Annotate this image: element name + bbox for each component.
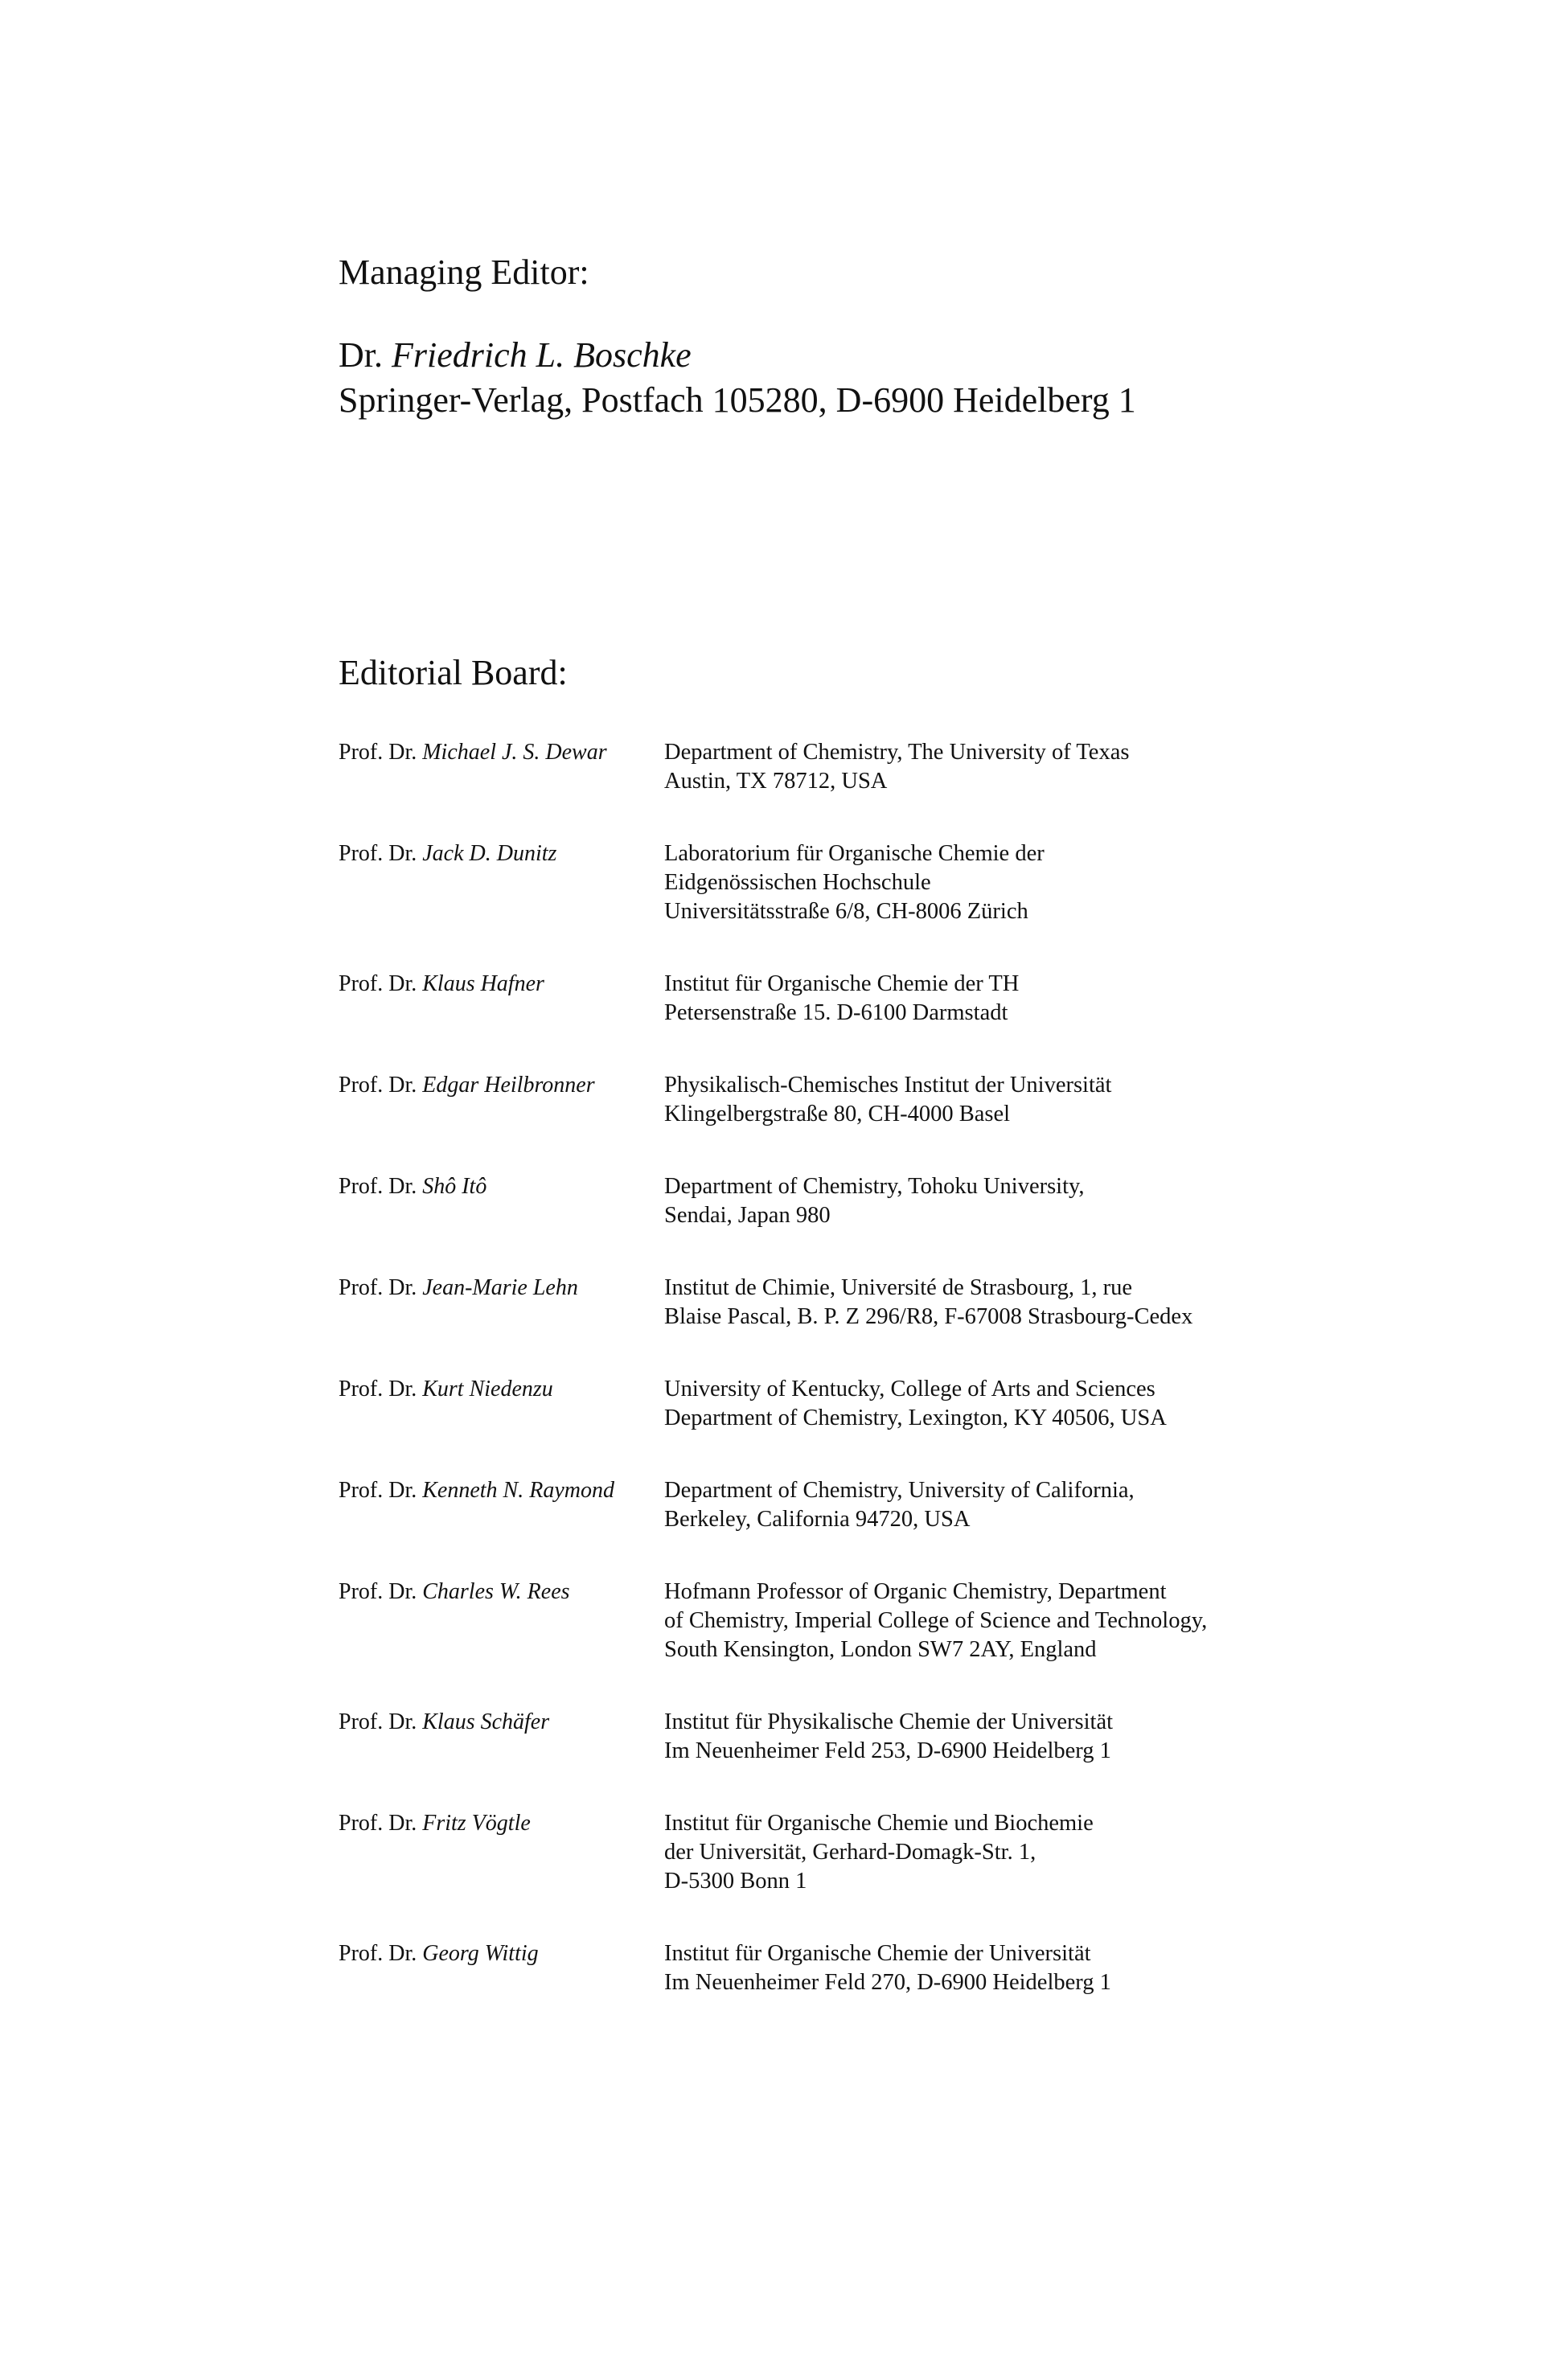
board-member-name: [339, 970, 664, 999]
board-member-name: [339, 1071, 664, 1100]
board-member-title: Prof. Dr.: [339, 841, 417, 866]
board-member-title: Prof. Dr.: [339, 1709, 417, 1734]
board-member-name: [339, 1578, 664, 1607]
address-line: Department of Chemistry, Lexington, KY 40506, USA: [664, 1406, 1167, 1430]
board-member-surname: Fritz Vögtle: [422, 1811, 531, 1836]
address-line: D-5300 Bonn 1: [664, 1869, 807, 1894]
board-member-surname: Klaus Hafner: [422, 971, 544, 996]
board-member-title: Prof. Dr.: [339, 1579, 417, 1604]
board-member-surname: Edgar Heilbronner: [422, 1073, 595, 1098]
managing-editor-address: Springer-Verlag, Postfach 105280, D-6900 Heidelberg 1: [339, 380, 1136, 420]
board-member-surname: Michael J. S. Dewar: [422, 740, 607, 765]
board-member-title: Prof. Dr.: [339, 740, 417, 765]
board-member: [339, 839, 1384, 926]
board-member-address: [664, 1476, 1384, 1534]
board-member-address: [664, 839, 1384, 926]
address-line: Austin, TX 78712, USA: [664, 769, 888, 794]
board-member: [339, 1274, 1384, 1332]
address-line: South Kensington, London SW7 2AY, England: [664, 1637, 1097, 1662]
board-member-address: [664, 1809, 1384, 1896]
board-member: [339, 970, 1384, 1028]
board-member: [339, 1578, 1384, 1664]
address-line: Im Neuenheimer Feld 270, D-6900 Heidelberg 1: [664, 1970, 1111, 1995]
board-member-surname: Klaus Schäfer: [422, 1709, 550, 1734]
board-member-surname: Georg Wittig: [422, 1941, 539, 1966]
editorial-board-list: [339, 738, 1384, 2041]
address-line: Klingelbergstraße 80, CH-4000 Basel: [664, 1102, 1011, 1126]
managing-editor-heading: Managing Editor:: [339, 252, 589, 292]
board-member: [339, 1809, 1384, 1896]
address-line: Berkeley, California 94720, USA: [664, 1507, 971, 1532]
board-member-name: [339, 1476, 664, 1505]
address-line: Institut für Organische Chemie der TH: [664, 971, 1020, 996]
board-member-name: [339, 839, 664, 868]
managing-editor-name-line: [339, 333, 1136, 378]
address-line: Universitätsstraße 6/8, CH-8006 Zürich: [664, 899, 1028, 924]
board-member-address: [664, 738, 1384, 796]
board-member-address: [664, 1071, 1384, 1129]
board-member-surname: Charles W. Rees: [422, 1579, 570, 1604]
board-member-address: [664, 1274, 1384, 1332]
board-member-name: [339, 1708, 664, 1737]
address-line: Petersenstraße 15. D-6100 Darmstadt: [664, 1000, 1008, 1025]
board-member-title: Prof. Dr.: [339, 1174, 417, 1199]
address-line: Laboratorium für Organische Chemie der: [664, 841, 1045, 866]
board-member: [339, 1172, 1384, 1230]
board-member-name: [339, 738, 664, 767]
address-line: Physikalisch-Chemisches Institut der Universität: [664, 1073, 1112, 1098]
board-member-name: [339, 1809, 664, 1838]
board-member: [339, 1939, 1384, 1997]
board-member: [339, 1375, 1384, 1433]
board-member-title: Prof. Dr.: [339, 971, 417, 996]
board-member-surname: Shô Itô: [422, 1174, 487, 1199]
board-member: [339, 738, 1384, 796]
managing-editor-title: Dr.: [339, 335, 383, 375]
board-member-address: [664, 1172, 1384, 1230]
address-line: Institut für Physikalische Chemie der Universität: [664, 1709, 1114, 1734]
board-member-name: [339, 1274, 664, 1303]
address-line: Institut für Organische Chemie und Biochemie: [664, 1811, 1094, 1836]
board-member-title: Prof. Dr.: [339, 1275, 417, 1300]
board-member-title: Prof. Dr.: [339, 1478, 417, 1503]
board-member-surname: Kenneth N. Raymond: [422, 1478, 614, 1503]
board-member-surname: Jean-Marie Lehn: [422, 1275, 578, 1300]
board-member-surname: Kurt Niedenzu: [422, 1377, 553, 1401]
address-line: Institut de Chimie, Université de Strasbourg, 1, rue: [664, 1275, 1133, 1300]
address-line: Sendai, Japan 980: [664, 1203, 831, 1228]
address-line: Eidgenössischen Hochschule: [664, 870, 931, 895]
address-line: Department of Chemistry, The University of Texas: [664, 740, 1130, 765]
address-line: Institut für Organische Chemie der Universität: [664, 1941, 1091, 1966]
address-line: der Universität, Gerhard-Domagk-Str. 1,: [664, 1840, 1036, 1865]
board-member-name: [339, 1939, 664, 1968]
board-member-address: [664, 970, 1384, 1028]
board-member: [339, 1708, 1384, 1766]
address-line: University of Kentucky, College of Arts and Sciences: [664, 1377, 1155, 1401]
address-line: Blaise Pascal, B. P. Z 296/R8, F-67008 Strasbourg-Cedex: [664, 1304, 1193, 1329]
board-member-title: Prof. Dr.: [339, 1377, 417, 1401]
board-member-name: [339, 1172, 664, 1201]
managing-editor-block: [339, 333, 1136, 423]
board-member-address: [664, 1578, 1384, 1664]
board-member-title: Prof. Dr.: [339, 1811, 417, 1836]
address-line: Hofmann Professor of Organic Chemistry, Department: [664, 1579, 1167, 1604]
address-line: Im Neuenheimer Feld 253, D-6900 Heidelberg 1: [664, 1738, 1111, 1763]
board-member-address: [664, 1708, 1384, 1766]
board-member-surname: Jack D. Dunitz: [422, 841, 557, 866]
board-member-title: Prof. Dr.: [339, 1941, 417, 1966]
board-member-address: [664, 1939, 1384, 1997]
address-line: Department of Chemistry, Tohoku University,: [664, 1174, 1085, 1199]
board-member-address: [664, 1375, 1384, 1433]
editorial-board-heading: Editorial Board:: [339, 653, 568, 692]
address-line: of Chemistry, Imperial College of Science and Technology,: [664, 1608, 1208, 1633]
board-member-name: [339, 1375, 664, 1404]
address-line: Department of Chemistry, University of California,: [664, 1478, 1135, 1503]
board-member: [339, 1071, 1384, 1129]
managing-editor-name: Friedrich L. Boschke: [392, 335, 692, 375]
board-member: [339, 1476, 1384, 1534]
board-member-title: Prof. Dr.: [339, 1073, 417, 1098]
